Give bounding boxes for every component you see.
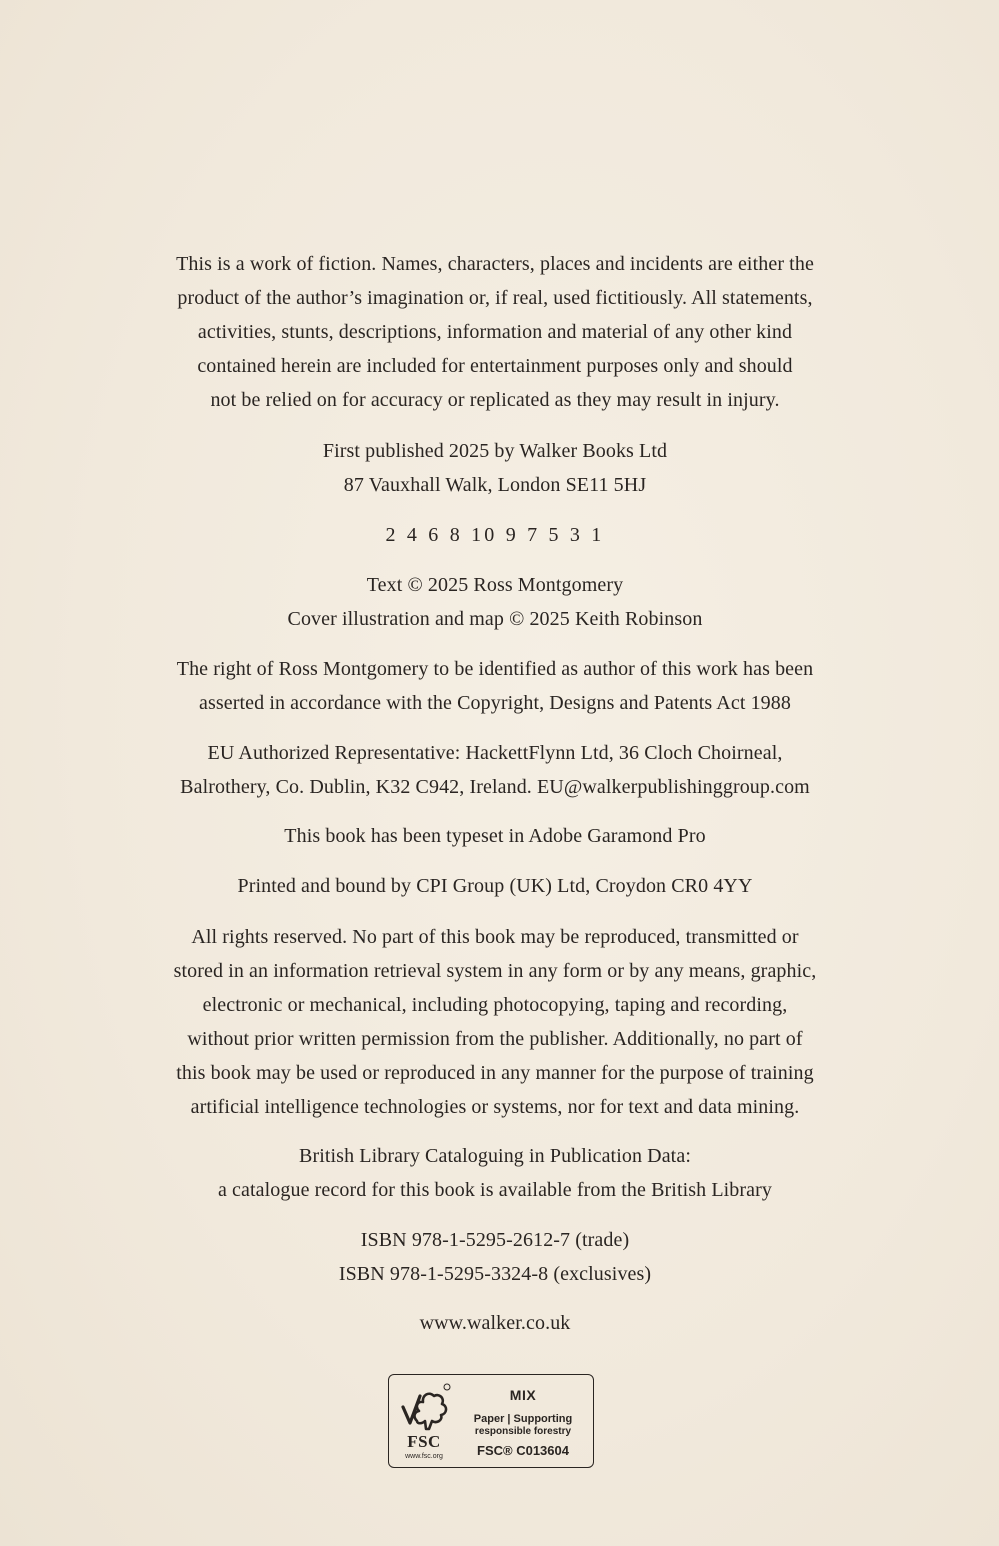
isbn-exclusives: ISBN 978-1-5295-3324-8 (exclusives) — [338, 1263, 652, 1285]
eu-rep-line: Balrothery, Co. Dublin, K32 C942, Ireland. EU@walkerpublishinggroup.com — [180, 776, 810, 798]
fsc-license: FSC® C013604 — [477, 1443, 569, 1458]
printer-note — [100, 869, 890, 903]
fsc-logo — [395, 1379, 453, 1463]
eu-rep-line: EU Authorized Representative: HackettFlynn Ltd, 36 Cloch Choirneal, — [207, 742, 783, 764]
cover-copyright: Cover illustration and map © 2025 Keith Robinson — [287, 608, 703, 630]
printing-numbers: 2 4 6 8 10 9 7 5 3 1 — [385, 524, 605, 546]
first-published: First published 2025 by Walker Books Ltd — [322, 440, 668, 462]
disclaimer-line: This is a work of fiction. Names, characters, places and incidents are either the — [176, 253, 814, 275]
typeset-note — [100, 819, 890, 853]
fsc-line2: responsible forestry — [474, 1426, 572, 1437]
printer-line: Printed and bound by CPI Group (UK) Ltd, Croydon CR0 4YY — [237, 875, 753, 897]
disclaimer-line: product of the author’s imagination or, if real, used fictitiously. All statements, — [177, 287, 813, 309]
cip-line: British Library Cataloguing in Publication Data: — [299, 1145, 691, 1167]
rights-reserved — [100, 920, 890, 1124]
fsc-line1: Paper | Supporting — [473, 1413, 573, 1425]
website-block — [100, 1306, 890, 1340]
rights-line: artificial intelligence technologies or systems, nor for text and data mining. — [190, 1096, 800, 1118]
rights-line: electronic or mechanical, including photocopying, taping and recording, — [202, 994, 788, 1016]
isbn-trade: ISBN 978-1-5295-2612-7 (trade) — [360, 1229, 630, 1251]
copyright-notice — [100, 568, 890, 636]
rights-line: this book may be used or reproduced in any manner for the purpose of training — [176, 1062, 814, 1084]
moral-rights-line: The right of Ross Montgomery to be identified as author of this work has been — [176, 658, 814, 680]
fsc-logo-url: www.fsc.org — [405, 1453, 443, 1460]
rights-line: All rights reserved. No part of this book may be reproduced, transmitted or — [191, 926, 799, 948]
disclaimer-line: not be relied on for accuracy or replicated as they may result in injury. — [210, 389, 780, 411]
rights-line: without prior written permission from the publisher. Additionally, no part of — [187, 1028, 803, 1050]
cip-notice — [100, 1139, 890, 1207]
text-copyright: Text © 2025 Ross Montgomery — [366, 574, 624, 596]
disclaimer-line: activities, stunts, descriptions, information and material of any other kind — [197, 321, 793, 343]
publisher-website: www.walker.co.uk — [419, 1312, 571, 1334]
isbn-block — [100, 1223, 890, 1291]
fsc-logo-word: FSC — [407, 1432, 441, 1451]
fiction-disclaimer — [100, 247, 890, 417]
moral-rights-notice — [100, 652, 890, 720]
disclaimer-line: contained herein are included for entertainment purposes only and should — [197, 355, 793, 377]
publisher-address: 87 Vauxhall Walk, London SE11 5HJ — [343, 474, 647, 496]
eu-representative — [100, 736, 890, 804]
rights-line: stored in an information retrieval system in any form or by any means, graphic, — [173, 960, 817, 982]
cip-line: a catalogue record for this book is available from the British Library — [217, 1179, 773, 1201]
fsc-tree-check-icon — [395, 1379, 453, 1435]
fsc-mix: MIX — [509, 1387, 537, 1403]
fsc-label — [388, 1374, 594, 1468]
moral-rights-line: asserted in accordance with the Copyright, Designs and Patents Act 1988 — [199, 692, 791, 714]
printing-line — [100, 518, 890, 552]
typeset-line: This book has been typeset in Adobe Garamond Pro — [284, 825, 706, 847]
publication-info — [100, 434, 890, 502]
